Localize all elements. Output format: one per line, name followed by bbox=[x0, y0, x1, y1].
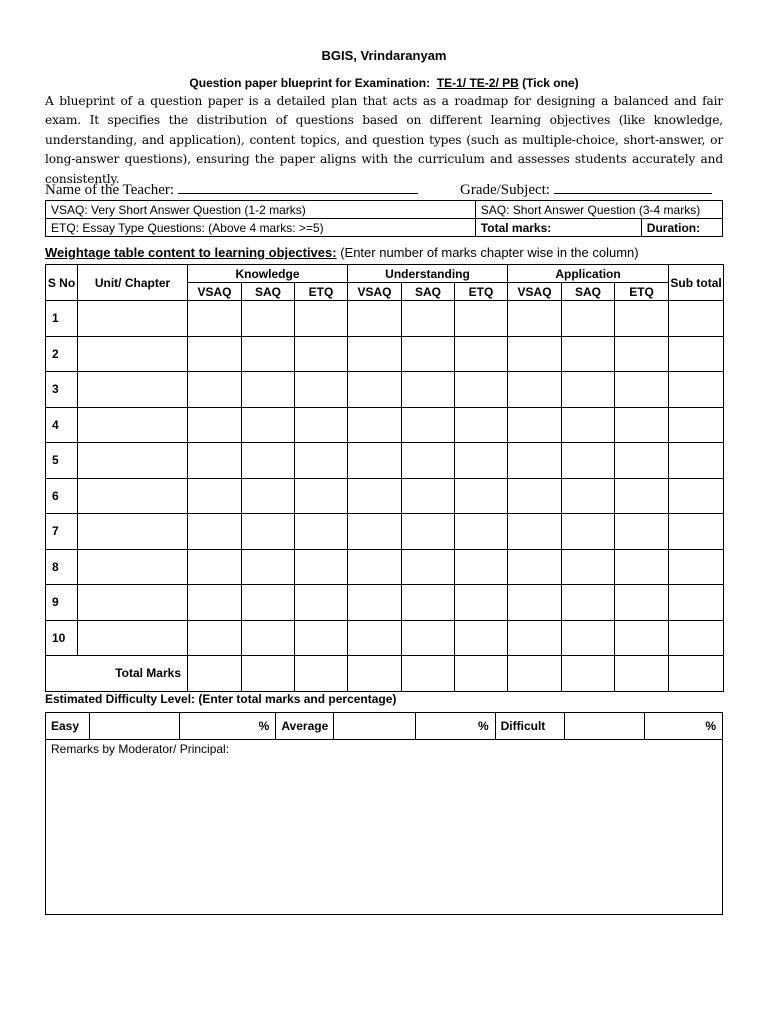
col-header-sno: S No bbox=[46, 265, 78, 301]
school-title: BGIS, Vrindaranyam bbox=[321, 48, 447, 63]
input-cell[interactable] bbox=[242, 301, 295, 337]
row-number: 6 bbox=[46, 478, 78, 514]
col-header-1-0: VSAQ bbox=[348, 283, 402, 301]
input-cell[interactable] bbox=[615, 585, 669, 621]
row-number: 1 bbox=[46, 301, 78, 337]
difficulty-percent-input-1[interactable]: % bbox=[415, 713, 495, 740]
total-cell[interactable] bbox=[348, 656, 402, 692]
input-cell[interactable] bbox=[242, 443, 295, 479]
input-cell[interactable] bbox=[455, 301, 508, 337]
input-cell[interactable] bbox=[615, 443, 669, 479]
row-number: 2 bbox=[46, 336, 78, 372]
input-cell[interactable] bbox=[348, 443, 402, 479]
input-cell[interactable] bbox=[78, 478, 188, 514]
input-cell[interactable] bbox=[295, 443, 348, 479]
input-cell[interactable] bbox=[188, 549, 242, 585]
input-cell[interactable] bbox=[508, 443, 562, 479]
input-cell[interactable] bbox=[669, 336, 724, 372]
col-header-0-0: VSAQ bbox=[188, 283, 242, 301]
col-header-group-0: Knowledge bbox=[188, 265, 348, 283]
input-cell[interactable] bbox=[455, 549, 508, 585]
vsaq-legend: VSAQ: Very Short Answer Question (1-2 marks) bbox=[46, 201, 476, 219]
input-cell[interactable] bbox=[455, 478, 508, 514]
input-cell[interactable] bbox=[242, 549, 295, 585]
subtitle-suffix: (Tick one) bbox=[522, 76, 579, 90]
difficulty-percent-input-2[interactable]: % bbox=[644, 713, 722, 740]
input-cell[interactable] bbox=[669, 478, 724, 514]
input-cell[interactable] bbox=[348, 514, 402, 550]
input-cell[interactable] bbox=[562, 443, 615, 479]
col-header-0-2: ETQ bbox=[295, 283, 348, 301]
input-cell[interactable] bbox=[615, 620, 669, 656]
col-header-subtotal: Sub total bbox=[669, 265, 724, 301]
input-cell[interactable] bbox=[348, 301, 402, 337]
total-marks-cell[interactable] bbox=[475, 219, 641, 237]
input-cell[interactable] bbox=[188, 585, 242, 621]
intro-paragraph: A blueprint of a question paper is a detailed plan that acts as a roadmap for designing a balanced and fair exam. It specifies the distribution of questions based on different learning objectives (like knowledge, understanding, and application), content topics, and question types (such as multiple-choice, short-answer, or long-answer questions), ensuring the paper aligns with the curriculum and assesses students accurately and consistently. bbox=[45, 94, 723, 186]
difficulty-marks-input-2[interactable] bbox=[564, 713, 644, 740]
input-cell[interactable] bbox=[562, 549, 615, 585]
input-cell[interactable] bbox=[242, 478, 295, 514]
input-cell[interactable] bbox=[402, 336, 455, 372]
input-cell[interactable] bbox=[508, 549, 562, 585]
input-cell[interactable] bbox=[508, 478, 562, 514]
input-cell[interactable] bbox=[669, 620, 724, 656]
table-row bbox=[46, 478, 724, 514]
remarks-box[interactable] bbox=[46, 740, 723, 915]
input-cell[interactable] bbox=[562, 372, 615, 408]
remarks-label: Remarks by Moderator/ Principal: bbox=[51, 742, 230, 756]
input-cell[interactable] bbox=[669, 372, 724, 408]
input-cell[interactable] bbox=[562, 514, 615, 550]
input-cell[interactable] bbox=[78, 585, 188, 621]
input-cell[interactable] bbox=[242, 372, 295, 408]
col-header-2-2: ETQ bbox=[615, 283, 669, 301]
input-cell[interactable] bbox=[295, 407, 348, 443]
input-cell[interactable] bbox=[188, 620, 242, 656]
input-cell[interactable] bbox=[669, 549, 724, 585]
total-cell[interactable] bbox=[188, 656, 242, 692]
input-cell[interactable] bbox=[348, 478, 402, 514]
input-cell[interactable] bbox=[402, 514, 455, 550]
input-cell[interactable] bbox=[562, 407, 615, 443]
table-row bbox=[46, 514, 724, 550]
input-cell[interactable] bbox=[188, 514, 242, 550]
input-cell[interactable] bbox=[669, 301, 724, 337]
col-header-1-1: SAQ bbox=[402, 283, 455, 301]
input-cell[interactable] bbox=[455, 514, 508, 550]
duration-label: Duration: bbox=[646, 220, 701, 235]
input-cell[interactable] bbox=[348, 336, 402, 372]
input-cell[interactable] bbox=[295, 478, 348, 514]
teacher-name-blank[interactable] bbox=[178, 180, 418, 194]
input-cell[interactable] bbox=[348, 407, 402, 443]
input-cell[interactable] bbox=[508, 407, 562, 443]
input-cell[interactable] bbox=[242, 514, 295, 550]
table-row bbox=[46, 336, 724, 372]
input-cell[interactable] bbox=[615, 372, 669, 408]
input-cell[interactable] bbox=[348, 620, 402, 656]
input-cell[interactable] bbox=[295, 301, 348, 337]
input-cell[interactable] bbox=[669, 443, 724, 479]
subtitle-prefix: Question paper blueprint for Examination: bbox=[189, 76, 431, 90]
input-cell[interactable] bbox=[455, 336, 508, 372]
input-cell[interactable] bbox=[402, 478, 455, 514]
difficulty-label-1: Average bbox=[276, 713, 334, 740]
input-cell[interactable] bbox=[78, 336, 188, 372]
row-number: 7 bbox=[46, 514, 78, 550]
difficulty-label-2: Difficult bbox=[495, 713, 564, 740]
total-cell[interactable] bbox=[402, 656, 455, 692]
input-cell[interactable] bbox=[455, 443, 508, 479]
input-cell[interactable] bbox=[348, 549, 402, 585]
grade-subject-blank[interactable] bbox=[554, 180, 712, 194]
input-cell[interactable] bbox=[508, 620, 562, 656]
input-cell[interactable] bbox=[242, 336, 295, 372]
input-cell[interactable] bbox=[78, 443, 188, 479]
difficulty-marks-input-1[interactable] bbox=[334, 713, 415, 740]
col-header-2-1: SAQ bbox=[562, 283, 615, 301]
input-cell[interactable] bbox=[402, 372, 455, 408]
input-cell[interactable] bbox=[508, 301, 562, 337]
row-number: 3 bbox=[46, 372, 78, 408]
input-cell[interactable] bbox=[669, 514, 724, 550]
input-cell[interactable] bbox=[669, 585, 724, 621]
input-cell[interactable] bbox=[242, 407, 295, 443]
input-cell[interactable] bbox=[615, 514, 669, 550]
input-cell[interactable] bbox=[78, 620, 188, 656]
row-number: 8 bbox=[46, 549, 78, 585]
input-cell[interactable] bbox=[188, 443, 242, 479]
difficulty-percent-input-0[interactable]: % bbox=[180, 713, 276, 740]
input-cell[interactable] bbox=[242, 620, 295, 656]
total-cell[interactable] bbox=[508, 656, 562, 692]
col-header-0-1: SAQ bbox=[242, 283, 295, 301]
weightage-heading-note: (Enter number of marks chapter wise in the column) bbox=[336, 245, 639, 260]
input-cell[interactable] bbox=[562, 478, 615, 514]
grade-label: Grade/Subject: bbox=[460, 182, 550, 198]
saq-legend: SAQ: Short Answer Question (3-4 marks) bbox=[475, 201, 722, 219]
col-header-group-2: Application bbox=[508, 265, 669, 283]
difficulty-marks-input-0[interactable] bbox=[90, 713, 180, 740]
input-cell[interactable] bbox=[188, 301, 242, 337]
table-row bbox=[46, 585, 724, 621]
grade-subject-field[interactable] bbox=[460, 180, 712, 199]
input-cell[interactable] bbox=[348, 585, 402, 621]
input-cell[interactable] bbox=[188, 478, 242, 514]
input-cell[interactable] bbox=[295, 514, 348, 550]
input-cell[interactable] bbox=[615, 301, 669, 337]
input-cell[interactable] bbox=[508, 514, 562, 550]
input-cell[interactable] bbox=[562, 585, 615, 621]
exam-type-options[interactable]: TE-1/ TE-2/ PB bbox=[436, 76, 519, 90]
table-row bbox=[46, 301, 724, 337]
teacher-label: Name of the Teacher: bbox=[45, 182, 175, 198]
input-cell[interactable] bbox=[295, 620, 348, 656]
duration-cell[interactable] bbox=[641, 219, 722, 237]
input-cell[interactable] bbox=[295, 372, 348, 408]
input-cell[interactable] bbox=[615, 336, 669, 372]
input-cell[interactable] bbox=[562, 620, 615, 656]
table-row bbox=[46, 443, 724, 479]
row-number: 9 bbox=[46, 585, 78, 621]
col-header-2-0: VSAQ bbox=[508, 283, 562, 301]
input-cell[interactable] bbox=[615, 407, 669, 443]
row-number: 4 bbox=[46, 407, 78, 443]
input-cell[interactable] bbox=[78, 372, 188, 408]
input-cell[interactable] bbox=[188, 336, 242, 372]
input-cell[interactable] bbox=[78, 407, 188, 443]
input-cell[interactable] bbox=[402, 549, 455, 585]
total-cell[interactable] bbox=[242, 656, 295, 692]
input-cell[interactable] bbox=[455, 620, 508, 656]
input-cell[interactable] bbox=[562, 336, 615, 372]
input-cell[interactable] bbox=[402, 585, 455, 621]
input-cell[interactable] bbox=[615, 549, 669, 585]
input-cell[interactable] bbox=[615, 478, 669, 514]
input-cell[interactable] bbox=[455, 407, 508, 443]
weightage-heading bbox=[45, 245, 745, 260]
total-row bbox=[46, 656, 724, 692]
input-cell[interactable] bbox=[295, 549, 348, 585]
input-cell[interactable] bbox=[188, 372, 242, 408]
input-cell[interactable] bbox=[295, 585, 348, 621]
col-header-1-2: ETQ bbox=[455, 283, 508, 301]
weightage-heading-bold: Weightage table content to learning objectives: bbox=[45, 245, 337, 260]
etq-legend: ETQ: Essay Type Questions: (Above 4 marks: >=5) bbox=[46, 219, 476, 237]
input-cell[interactable] bbox=[455, 585, 508, 621]
col-header-group-1: Understanding bbox=[348, 265, 508, 283]
input-cell[interactable] bbox=[188, 407, 242, 443]
exam-subtitle bbox=[0, 76, 768, 90]
table-row bbox=[46, 620, 724, 656]
total-marks-label: Total marks: bbox=[480, 220, 552, 235]
difficulty-label-0: Easy bbox=[46, 713, 90, 740]
teacher-name-field[interactable] bbox=[45, 180, 418, 199]
input-cell[interactable] bbox=[455, 372, 508, 408]
input-cell[interactable] bbox=[402, 407, 455, 443]
input-cell[interactable] bbox=[242, 585, 295, 621]
input-cell[interactable] bbox=[402, 443, 455, 479]
input-cell[interactable] bbox=[402, 620, 455, 656]
col-header-unit-chapter: Unit/ Chapter bbox=[78, 265, 188, 301]
input-cell[interactable] bbox=[78, 549, 188, 585]
total-cell[interactable] bbox=[295, 656, 348, 692]
total-cell[interactable] bbox=[615, 656, 669, 692]
table-row bbox=[46, 549, 724, 585]
input-cell[interactable] bbox=[295, 336, 348, 372]
input-cell[interactable] bbox=[508, 336, 562, 372]
input-cell[interactable] bbox=[402, 301, 455, 337]
difficulty-table bbox=[45, 712, 723, 915]
question-type-legend bbox=[45, 200, 723, 237]
row-number: 5 bbox=[46, 443, 78, 479]
input-cell[interactable] bbox=[508, 585, 562, 621]
table-row bbox=[46, 407, 724, 443]
total-marks-row-label: Total Marks bbox=[46, 656, 188, 692]
table-row bbox=[46, 372, 724, 408]
difficulty-heading: Estimated Difficulty Level: (Enter total marks and percentage) bbox=[45, 692, 397, 706]
input-cell[interactable] bbox=[562, 301, 615, 337]
total-cell[interactable] bbox=[562, 656, 615, 692]
input-cell[interactable] bbox=[348, 372, 402, 408]
input-cell[interactable] bbox=[508, 372, 562, 408]
input-cell[interactable] bbox=[78, 514, 188, 550]
row-number: 10 bbox=[46, 620, 78, 656]
input-cell[interactable] bbox=[669, 407, 724, 443]
total-cell[interactable] bbox=[669, 656, 724, 692]
weightage-table bbox=[45, 264, 724, 692]
total-cell[interactable] bbox=[455, 656, 508, 692]
input-cell[interactable] bbox=[78, 301, 188, 337]
